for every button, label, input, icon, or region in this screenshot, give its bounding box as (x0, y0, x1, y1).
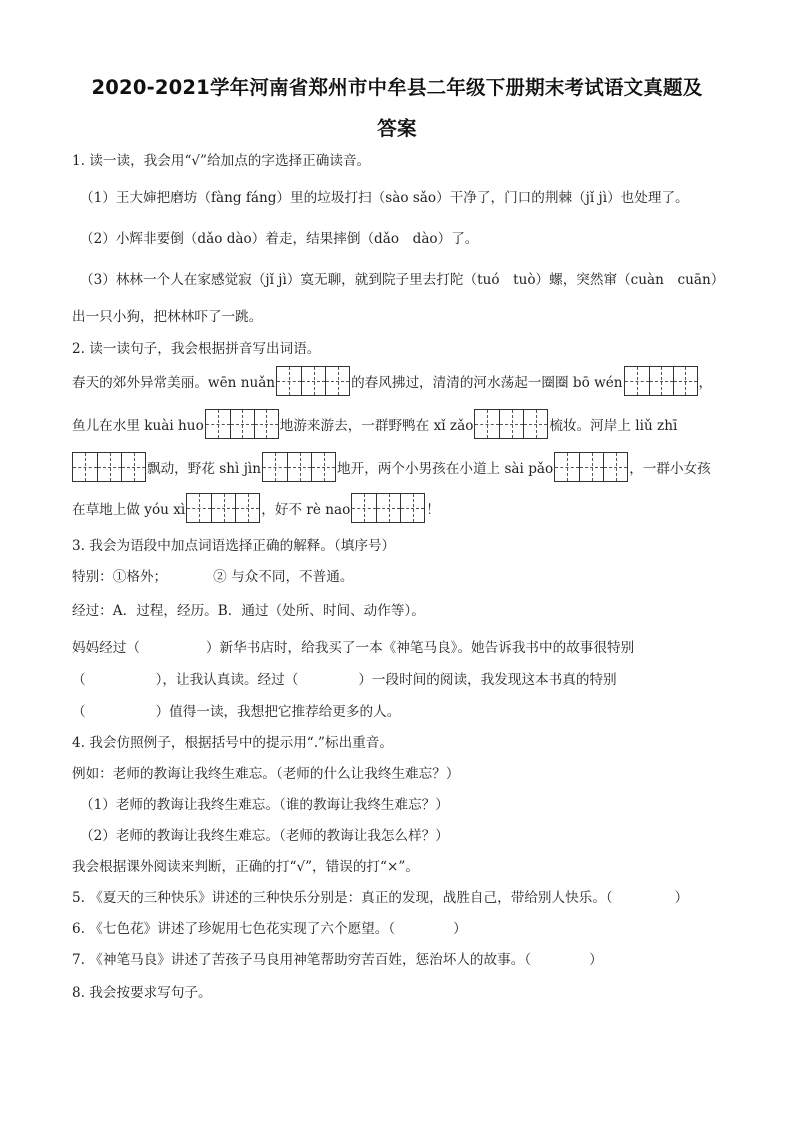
q4-example: 例如：老师的教诲让我终生难忘。（老师的什么让我终生难忘？） (72, 766, 460, 782)
q2-row3-text-b: 地开，两个小男孩在小道上 sài pǎo (337, 461, 554, 477)
q2-row1-text-b: 的春风拂过，清清的河水荡起一圈圈 bō wén (351, 375, 623, 391)
judge-instructions: 我会根据课外阅读来判断，正确的打“√”，错误的打“×”。 (72, 859, 419, 875)
q4-sentence-2: （2）老师的教诲让我终生难忘。（老师的教诲让我怎么样？） (80, 828, 449, 844)
q2-row-4 (72, 492, 440, 524)
writing-grid-kuaihuo[interactable] (205, 409, 279, 439)
writing-grid-xizao[interactable] (474, 409, 548, 439)
q3-p3-text-b: ）值得一读，我想把它推荐给更多的人。 (155, 704, 401, 720)
q6-text: 6. 《七色花》讲述了珍妮用七色花实现了六个愿望。（ (72, 921, 396, 937)
q2-row4-text-c: ！ (426, 502, 440, 518)
q2-row1-text-a: 春天的郊外异常美丽。wēn nuǎn (72, 375, 276, 391)
q3-p3-text-a: （ (72, 704, 86, 720)
q8-stem: 8. 我会按要求写句子。 (72, 985, 212, 1001)
q1-sentence-2: （2）小辉非要倒（dǎo dào）着走，结果摔倒（dǎo dào）了。 (80, 231, 479, 247)
writing-grid-liuzhi[interactable] (72, 452, 146, 482)
q2-row4-text-a: 在草地上做 yóu xì (72, 502, 186, 518)
q2-row2-text-c: 梳妆。河岸上 liǔ zhī (549, 418, 678, 434)
q4-stem: 4. 我会仿照例子，根据括号中的提示用“.”标出重音。 (72, 735, 393, 751)
q2-row4-text-b: ，好不 rè nao (261, 502, 351, 518)
q2-row-3 (72, 451, 711, 483)
q2-row-1 (72, 365, 712, 397)
writing-grid-wennuan[interactable] (276, 366, 350, 396)
q2-row3-text-c: ，一群小女孩 (629, 461, 711, 477)
q1-sentence-1: （1）王大婶把磨坊（fàng fáng）里的垃圾打扫（sào sǎo）干净了，门口的荆棘（jǐ jì）也处理了。 (80, 190, 689, 206)
writing-grid-bowen[interactable] (624, 366, 698, 396)
q7-close: ） (589, 952, 603, 968)
writing-grid-shijin[interactable] (262, 452, 336, 482)
q7-statement (72, 950, 603, 970)
writing-grid-saipao[interactable] (554, 452, 628, 482)
q5-statement (72, 888, 688, 908)
q3-definition-tebie (72, 567, 353, 587)
q1-sentence-3a: （3）林林一个人在家感觉寂（jǐ jì）寞无聊，就到院子里去打陀（tuó tuò）螺，突然窜（cuàn cuān） (80, 272, 725, 288)
q3-p2-text-c: ）一段时间的阅读，我发现这本书真的特别 (358, 672, 617, 688)
q2-stem: 2. 读一读句子，我会根据拼音写出词语。 (72, 341, 321, 357)
q3-definition-tebie-2: ② 与众不同，不普通。 (213, 569, 354, 585)
writing-grid-youxi[interactable] (186, 493, 260, 523)
q5-text: 5. 《夏天的三种快乐》讲述的三种快乐分别是：真正的发现，战胜自己，带给别人快乐。（ (72, 890, 613, 906)
writing-grid-renao[interactable] (351, 493, 425, 523)
q5-close: ） (674, 890, 689, 906)
q7-text: 7. 《神笔马良》讲述了苦孩子马良用神笔帮助穷苦百姓，惩治坏人的故事。（ (72, 952, 532, 968)
q2-row2-text-b: 地游来游去，一群野鸭在 xǐ zǎo (279, 418, 474, 434)
document-title-line-1: 2020-2021学年河南省郑州市中牟县二年级下册期末考试语文真题及 (91, 76, 703, 99)
q4-sentence-1: （1）老师的教诲让我终生难忘。（谁的教诲让我终生难忘？） (80, 797, 449, 813)
q3-definition-tebie-1: 特别：①格外； (72, 569, 168, 585)
q1-sentence-3b: 出一只小狗，把林林吓了一跳。 (72, 309, 263, 325)
q3-stem: 3. 我会为语段中加点词语选择正确的解释。（填序号） (72, 538, 396, 554)
q3-p1-text-a: 妈妈经过（ (72, 640, 140, 656)
q2-row-2 (72, 408, 677, 440)
q3-p1-text-b: ）新华书店时，给我买了一本《神笔马良》。她告诉我书中的故事很特别 (205, 640, 635, 656)
q2-row2-text-a: 鱼儿在水里 kuài huo (72, 418, 204, 434)
q3-definition-jingguo: 经过：A．过程，经历。B．通过（处所、时间、动作等）。 (72, 603, 425, 619)
q3-paragraph-line-1 (72, 638, 634, 658)
q1-stem: 1. 读一读，我会用“√”给加点的字选择正确读音。 (72, 153, 371, 169)
q3-paragraph-line-2 (72, 670, 617, 690)
q6-close: ） (453, 921, 467, 937)
q2-row1-text-c: ， (698, 375, 713, 391)
q3-p2-text-a: （ (72, 672, 86, 688)
q3-p2-text-b: ），让我认真读。经过（ (155, 672, 299, 688)
document-title-line-2: 答案 (377, 117, 417, 140)
q6-statement (72, 919, 467, 939)
q3-paragraph-line-3 (72, 702, 400, 722)
q2-row3-text-a: 飘动，野花 shì jìn (147, 461, 262, 477)
